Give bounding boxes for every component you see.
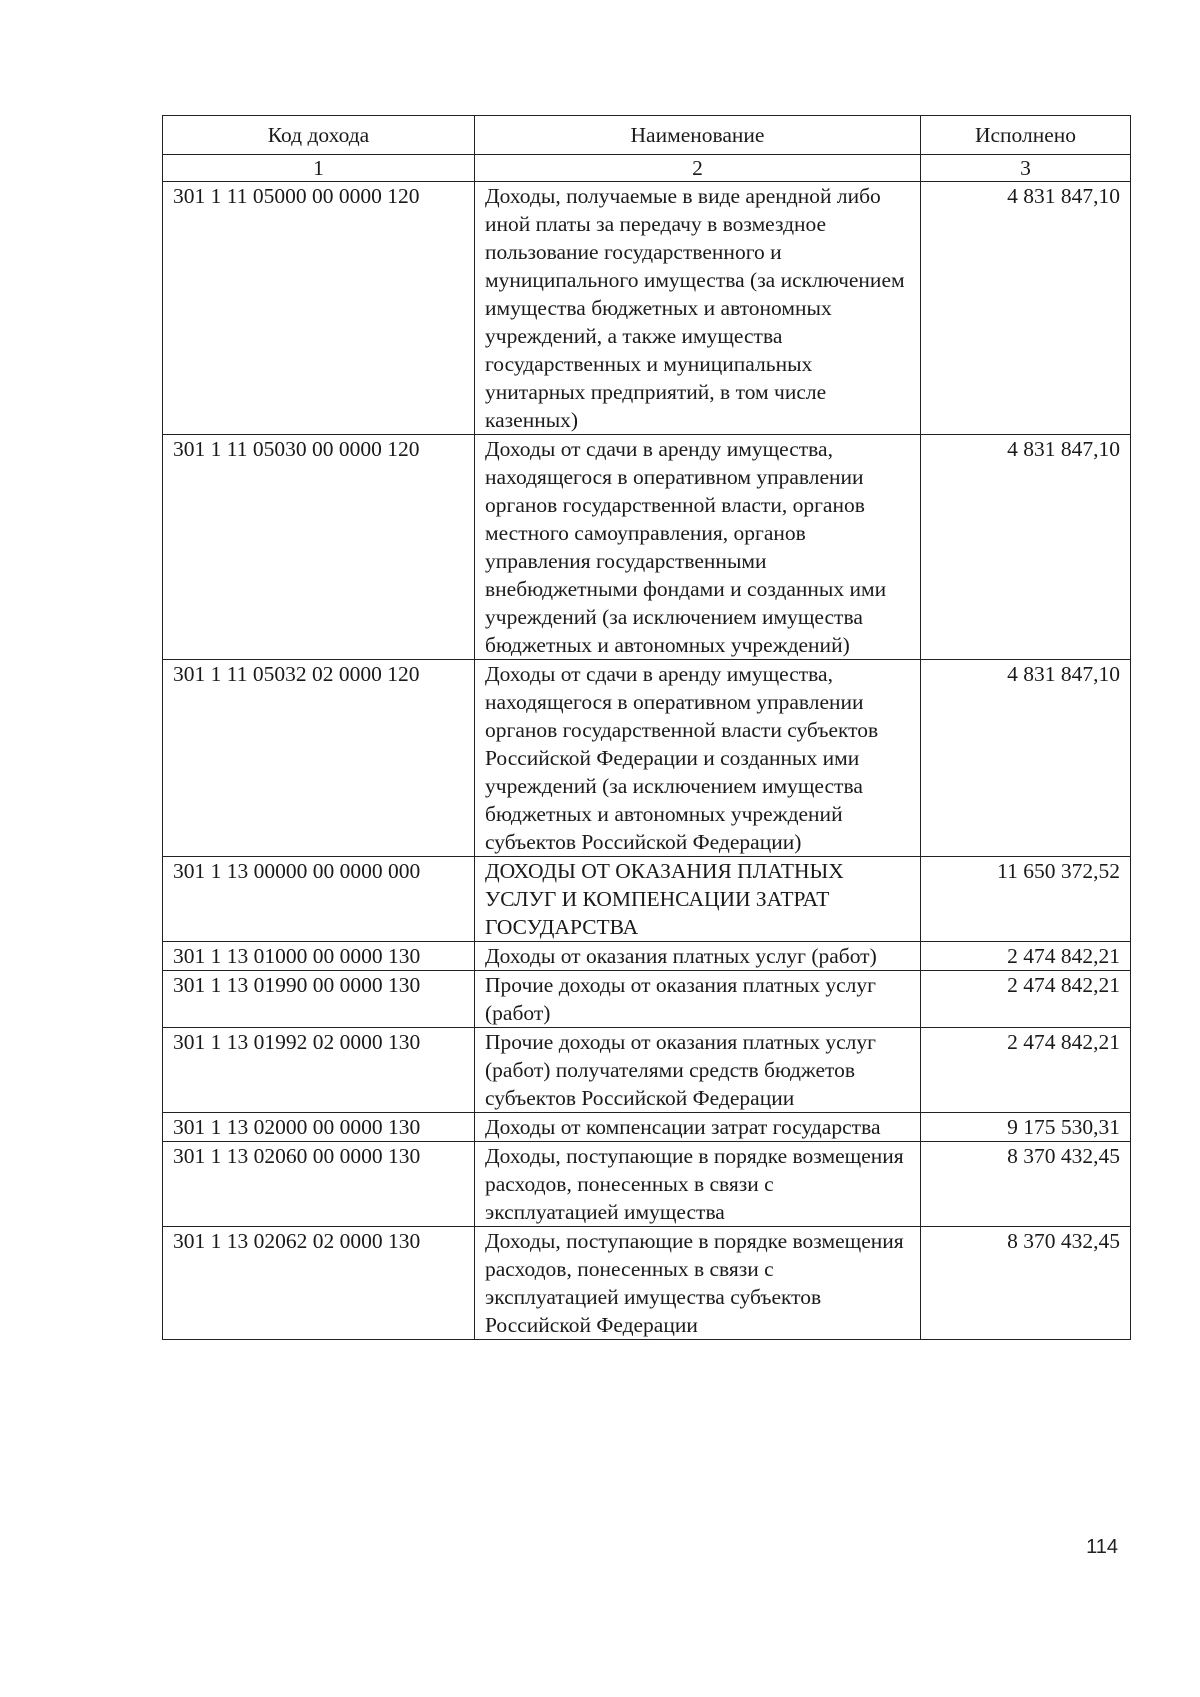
- column-number-1: 1: [163, 155, 475, 182]
- executed-amount-cell: 8 370 432,45: [921, 1227, 1131, 1340]
- table-row: [163, 971, 1131, 1028]
- table-row: [163, 1028, 1131, 1113]
- revenue-code-cell: 301 1 13 02060 00 0000 130: [163, 1142, 475, 1227]
- table-row: [163, 660, 1131, 857]
- executed-amount-cell: 4 831 847,10: [921, 182, 1131, 435]
- executed-amount-cell: 2 474 842,21: [921, 971, 1131, 1028]
- executed-amount-cell: 2 474 842,21: [921, 1028, 1131, 1113]
- header-row: [163, 116, 1131, 155]
- executed-amount-cell: 4 831 847,10: [921, 435, 1131, 660]
- table-row: [163, 1227, 1131, 1340]
- table-row: [163, 435, 1131, 660]
- revenue-code-cell: 301 1 13 01990 00 0000 130: [163, 971, 475, 1028]
- revenue-execution-table: [162, 115, 1131, 1340]
- table-header: [163, 116, 1131, 182]
- revenue-code-cell: 301 1 11 05032 02 0000 120: [163, 660, 475, 857]
- revenue-name-cell: Доходы от сдачи в аренду имущества, находящегося в оперативном управлении органов государственной власти, органов местного самоуправления, органов управления государственными внебюджетными фондами и созданных ими учреждений (за исключением имущества бюджетных и автономных учреждений): [475, 435, 921, 660]
- revenue-name-cell: Доходы, поступающие в порядке возмещения расходов, понесенных в связи с эксплуатацией имущества: [475, 1142, 921, 1227]
- revenue-code-cell: 301 1 11 05000 00 0000 120: [163, 182, 475, 435]
- header-code: Код дохода: [163, 116, 475, 155]
- table-row: [163, 857, 1131, 942]
- executed-amount-cell: 9 175 530,31: [921, 1113, 1131, 1142]
- revenue-name-cell: Доходы от компенсации затрат государства: [475, 1113, 921, 1142]
- table-row: [163, 1142, 1131, 1227]
- executed-amount-cell: 8 370 432,45: [921, 1142, 1131, 1227]
- revenue-name-cell: Доходы от сдачи в аренду имущества, находящегося в оперативном управлении органов государственной власти субъектов Российской Федерации и созданных ими учреждений (за исключением имущества бюджетных и автономных учреждений субъектов Российской Федерации): [475, 660, 921, 857]
- revenue-name-cell: Доходы, поступающие в порядке возмещения расходов, понесенных в связи с эксплуатацией имущества субъектов Российской Федерации: [475, 1227, 921, 1340]
- revenue-code-cell: 301 1 13 00000 00 0000 000: [163, 857, 475, 942]
- revenue-name-cell: Прочие доходы от оказания платных услуг (работ) получателями средств бюджетов субъектов Российской Федерации: [475, 1028, 921, 1113]
- column-number-3: 3: [921, 155, 1131, 182]
- revenue-code-cell: 301 1 13 01000 00 0000 130: [163, 942, 475, 971]
- table-row: [163, 1113, 1131, 1142]
- revenue-code-cell: 301 1 13 02062 02 0000 130: [163, 1227, 475, 1340]
- header-name: Наименование: [475, 116, 921, 155]
- table-body: [163, 182, 1131, 1340]
- column-number-2: 2: [475, 155, 921, 182]
- executed-amount-cell: 4 831 847,10: [921, 660, 1131, 857]
- revenue-name-cell: Прочие доходы от оказания платных услуг (работ): [475, 971, 921, 1028]
- header-amount: Исполнено: [921, 116, 1131, 155]
- table-row: [163, 942, 1131, 971]
- executed-amount-cell: 11 650 372,52: [921, 857, 1131, 942]
- revenue-name-cell: Доходы от оказания платных услуг (работ): [475, 942, 921, 971]
- page-number: 114: [1086, 1536, 1118, 1558]
- revenue-code-cell: 301 1 13 01992 02 0000 130: [163, 1028, 475, 1113]
- revenue-name-cell: Доходы, получаемые в виде арендной либо иной платы за передачу в возмездное пользование государственного и муниципального имущества (за исключением имущества бюджетных и автономных учреждений, а также имущества государственных и муниципальных унитарных предприятий, в том числе казенных): [475, 182, 921, 435]
- table-row: [163, 182, 1131, 435]
- executed-amount-cell: 2 474 842,21: [921, 942, 1131, 971]
- revenue-code-cell: 301 1 13 02000 00 0000 130: [163, 1113, 475, 1142]
- column-number-row: [163, 155, 1131, 182]
- revenue-name-cell: ДОХОДЫ ОТ ОКАЗАНИЯ ПЛАТНЫХ УСЛУГ И КОМПЕНСАЦИИ ЗАТРАТ ГОСУДАРСТВА: [475, 857, 921, 942]
- revenue-code-cell: 301 1 11 05030 00 0000 120: [163, 435, 475, 660]
